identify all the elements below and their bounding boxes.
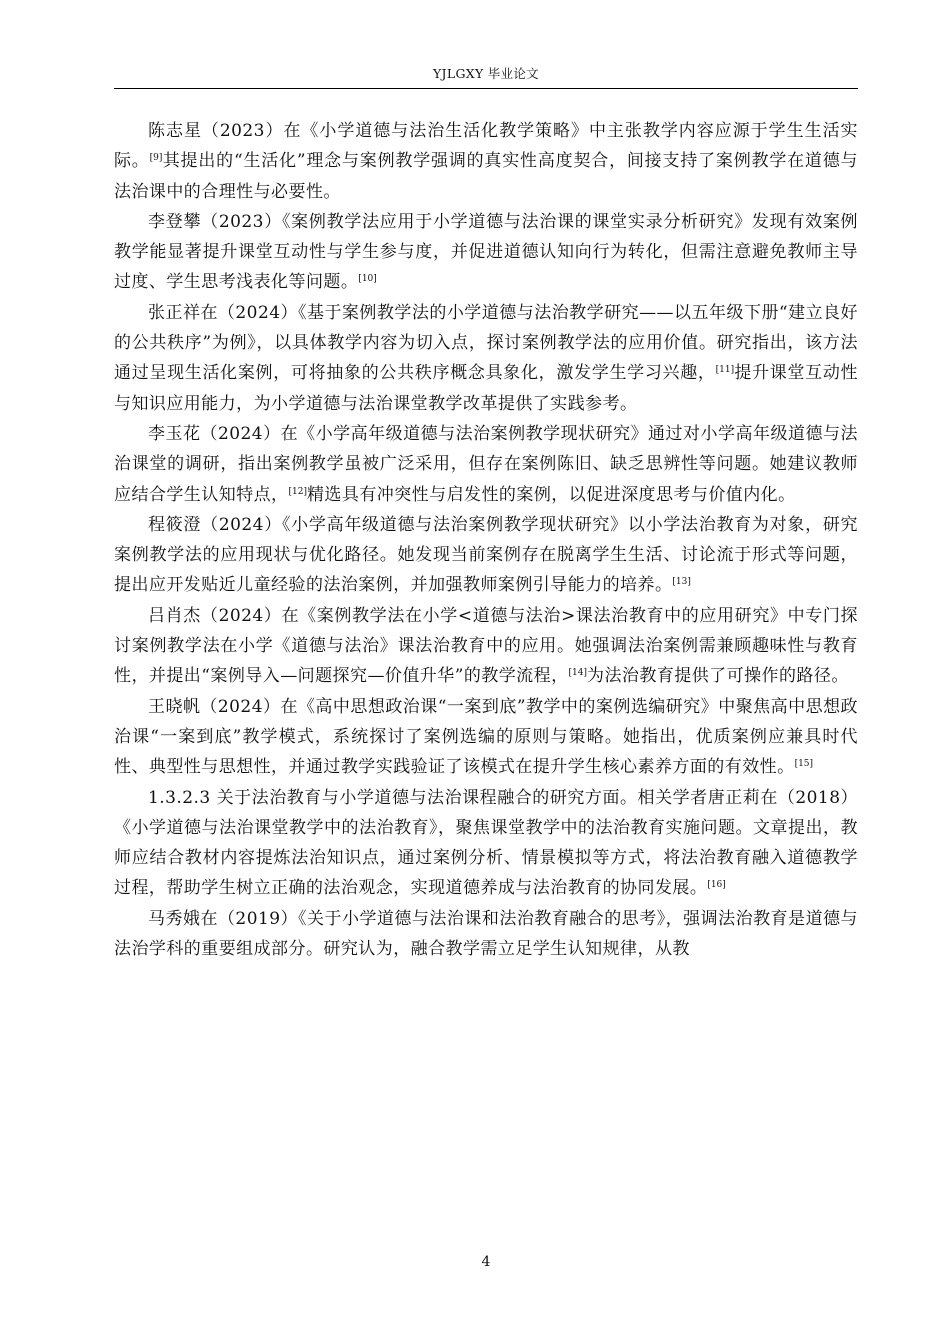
- paragraph-text: 程筱澄（2024）《小学高年级道德与法治案例教学现状研究》以小学法治教育为对象，研究案例教学法的应用现状与优化路径。她发现当前案例存在脱离学生生活、讨论流于形式等问题，提出应开发贴近儿童经验的法治案例，并加强教师案例引导能力的培养。: [114, 514, 858, 596]
- paragraph-text: 其提出的“生活化”理念与案例教学强调的真实性高度契合，间接支持了案例教学在道德与法治课中的合理性与必要性。: [114, 151, 858, 202]
- paragraph-li-yuhua: [114, 419, 858, 510]
- paragraph-text: 精选具有冲突性与启发性的案例，以促进深度思考与价值内化。: [306, 484, 796, 505]
- paragraph-cheng-xiaocheng: [114, 510, 858, 601]
- citation-11: [11]: [715, 365, 735, 376]
- citation-13: [13]: [672, 577, 691, 588]
- paragraph-ma-xiue: [114, 904, 858, 965]
- citation-9: [9]: [149, 153, 163, 164]
- paragraph-zhang-zhengxiang: [114, 298, 858, 419]
- document-body: [114, 116, 858, 964]
- paragraph-text: 李登攀（2023）《案例教学法应用于小学道德与法治课的课堂实录分析研究》发现有效案例教学能显著提升课堂互动性与学生参与度，并促进道德认知向行为转化，但需注意避免教师主导过度、学生思考浅表化等问题。: [114, 211, 858, 293]
- paragraph-text: 1.3.2.3 关于法治教育与小学道德与法治课程融合的研究方面。相关学者唐正莉在（2018）《小学道德与法治课堂教学中的法治教育》，聚焦课堂教学中的法治教育实施问题。文章提出，教师应结合教材内容提炼法治知识点，通过案例分析、情景模拟等方式，将法治教育融入道德教学过程，帮助学生树立正确的法治观念，实现道德养成与法治教育的协同发展。: [114, 787, 858, 899]
- paragraph-chen-zhixing: [114, 116, 858, 207]
- paragraph-text: 张正祥在（2024）《基于案例教学法的小学道德与法治教学研究——以五年级下册“建立良好的公共秩序”为例》，以具体教学内容为切入点，探讨案例教学法的应用价值。研究指出，该方法通过呈现生活化案例，可将抽象的公共秩序概念具象化，激发学生学习兴趣，: [114, 302, 858, 384]
- paragraph-text: 吕肖杰（2024）在《案例教学法在小学<道德与法治>课法治教育中的应用研究》中专门探讨案例教学法在小学《道德与法治》课法治教育中的应用。她强调法治案例需兼顾趣味性与教育性，并提出“案例导入—问题探究—价值升华”的教学流程，: [114, 605, 858, 687]
- citation-15: [15]: [794, 759, 814, 770]
- citation-16: [16]: [707, 880, 726, 891]
- paragraph-text: 李玉花（2024）在《小学高年级道德与法治案例教学现状研究》通过对小学高年级道德与法治课堂的调研，指出案例教学虽被广泛采用，但存在案例陈旧、缺乏思辨性等问题。她建议教师应结合学生认知特点，: [114, 423, 858, 505]
- paragraph-section-1-3-2-3: [114, 783, 858, 904]
- citation-12: [12]: [288, 486, 307, 497]
- header-divider: [114, 88, 858, 89]
- paragraph-li-dengpan: [114, 207, 858, 298]
- citation-10: [10]: [358, 274, 377, 285]
- paragraph-text: 为法治教育提供了可操作的路径。: [587, 666, 849, 687]
- page-header: YJLGXY 毕业论文: [433, 66, 539, 81]
- page-number: 4: [481, 1254, 491, 1270]
- paragraph-wang-xiaofan: [114, 692, 858, 783]
- citation-14: [14]: [568, 668, 588, 679]
- paragraph-text: 陈志星（2023）在《小学道德与法治生活化教学策略》中主张教学内容应源于学生生活实际。: [114, 121, 858, 172]
- paragraph-text: 王晓帆（2024）在《高中思想政治课“一案到底”教学中的案例选编研究》中聚焦高中思想政治课“一案到底”教学模式，系统探讨了案例选编的原则与策略。她指出，优质案例应兼具时代性、典型性与思想性，并通过教学实践验证了该模式在提升学生核心素养方面的有效性。: [114, 696, 858, 778]
- paragraph-text: 提升课堂互动性与知识应用能力，为小学道德与法治课堂教学改革提供了实践参考。: [114, 363, 858, 414]
- paragraph-lv-xiaojie: [114, 601, 858, 692]
- paragraph-text: 马秀娥在（2019）《关于小学道德与法治课和法治教育融合的思考》，强调法治教育是道德与法治学科的重要组成部分。研究认为，融合教学需立足学生认知规律，从教: [114, 908, 858, 960]
